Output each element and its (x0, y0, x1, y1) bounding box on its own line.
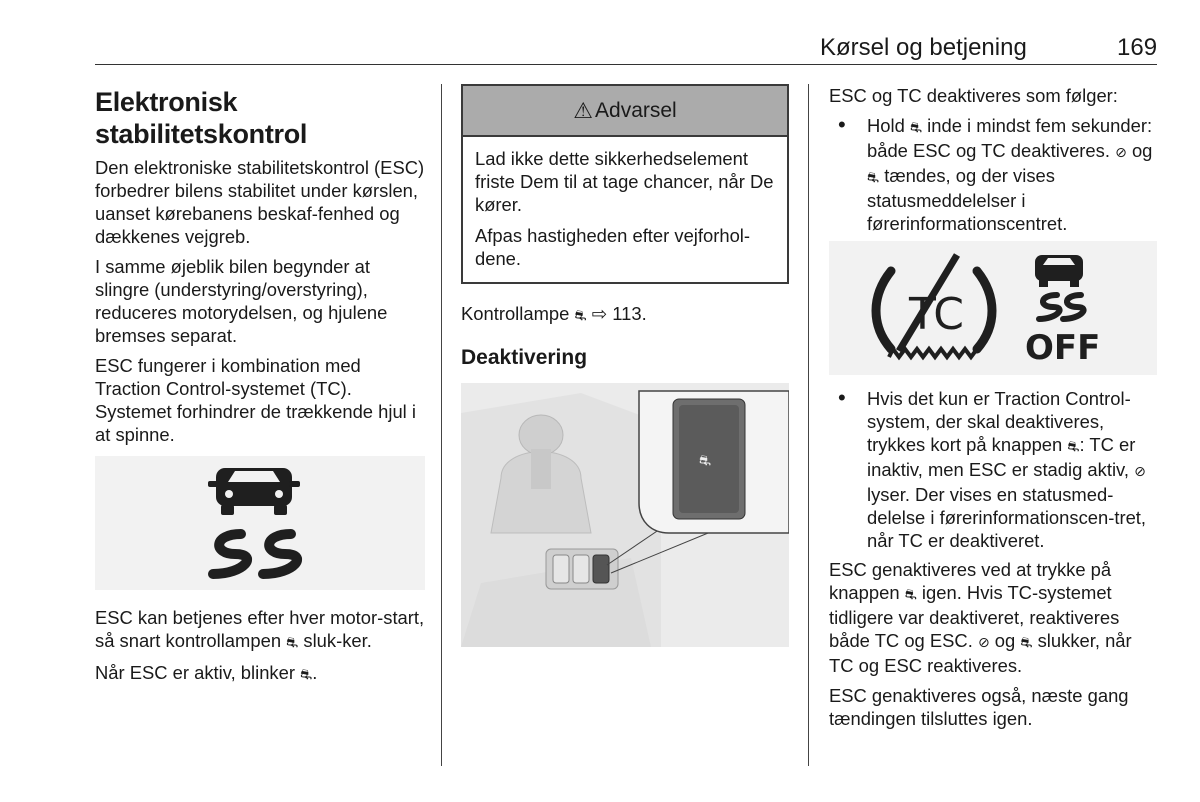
esc-indicator-icon: ⛐ (300, 666, 313, 682)
column-2 (461, 84, 789, 647)
bullet-list (829, 387, 1159, 552)
esc-indicator-icon: ⛐ (574, 307, 587, 323)
esc-off-icon: ⛐ (1020, 634, 1033, 650)
subheading-deaktivering: Deaktivering (461, 346, 588, 369)
tc-off-icon: ⊘ (1115, 144, 1127, 160)
tc-off-icon: ⊘ (977, 634, 990, 650)
warning-text: Afpas hastigheden efter vejforhol-dene. (475, 225, 751, 269)
warning-text: Lad ikke dette sikkerhedselement friste Dem til at tage chancer, når De kører. (475, 148, 774, 215)
tc-off-and-esc-off-icons (829, 241, 1157, 375)
list-item: • Hold ⛐ inde i mindst fem sekunder: både ESC og TC deaktiveres. ⊘ og ⛐ tændes, og der vises statusmeddelelser i førerinformationscentret. (829, 114, 1159, 235)
paragraph: ESC fungerer i kombination med Traction Control-systemet (TC). Systemet forhindrer de trækkende hjul i at spinne. (95, 355, 416, 445)
page-number: 169 (1117, 34, 1158, 61)
paragraph: ESC genaktiveres også, næste gang tændingen tilsluttes igen. (829, 685, 1129, 729)
paragraph: ESC og TC deaktiveres som følger: (829, 85, 1118, 106)
paragraph: ESC genaktiveres ved at trykke på knappen ⛐ igen. Hvis TC-systemet tidligere var deaktiveret, reaktiveres både TC og ESC. ⊘ og ⛐ slukker, når TC og ESC reaktiveres. (829, 559, 1132, 676)
cross-reference: Kontrollampe ⛐ ⇨ 113. (461, 303, 647, 324)
running-header-title: Kørsel og betjening (820, 34, 1027, 61)
esc-button-icon: ⛐ (1067, 438, 1080, 454)
paragraph: ESC kan betjenes efter hver motor-start, så snart kontrollampen ⛐ sluk-ker. (95, 607, 425, 651)
tc-label: TC (909, 289, 965, 340)
tc-off-esc-off-figure (829, 241, 1157, 375)
esc-indicator-icon: ⛐ (286, 634, 299, 650)
column-divider-2 (808, 84, 809, 766)
esc-off-icon: ⛐ (867, 169, 880, 185)
section-heading: Elektronisk stabilitetskontrol (95, 87, 308, 149)
center-console-photo (461, 383, 789, 647)
list-item: • Hvis det kun er Traction Control-system, der skal deaktiveres, trykkes kort på knappen ⛐: TC er inaktiv, men ESC er stadig aktiv, ⊘ lyser. Der vises en statusmed-delelse i førerinformationscen-tret, når TC er deaktiveret. (829, 387, 1159, 552)
paragraph: I samme øjeblik bilen begynder at slingre (understyring/overstyring), reduceres motorydelsen, og hjulene bremses separat. (95, 256, 388, 346)
esc-skid-car-icon (95, 456, 425, 590)
center-console-illustration (461, 383, 789, 647)
esc-symbol-figure (95, 456, 425, 590)
warning-title: Advarsel (595, 99, 677, 122)
esc-button-icon: ⛐ (909, 119, 923, 135)
paragraph: Når ESC er aktiv, blinker ⛐. (95, 662, 318, 683)
warning-box (461, 84, 789, 284)
page-ref-arrow-icon: ⇨ (591, 303, 608, 324)
off-label: OFF (1025, 328, 1101, 368)
page-link[interactable]: 113. (612, 303, 647, 324)
header-rule (95, 64, 1157, 65)
warning-triangle-icon: ⚠ (573, 98, 594, 123)
bullet-list (829, 114, 1159, 235)
svg-text:⛐: ⛐ (699, 453, 712, 469)
warning-header (463, 86, 787, 137)
paragraph: Den elektroniske stabilitetskontrol (ESC) forbedrer bilens stabilitet under kørslen, uanset kørebanens beskaf-fenhed og dækkenes vejgreb. (95, 157, 425, 247)
esc-button-icon: ⛐ (904, 586, 917, 602)
column-3 (829, 84, 1159, 737)
column-divider-1 (441, 84, 442, 766)
warning-body (463, 137, 787, 282)
column-1 (95, 86, 427, 693)
tc-off-icon: ⊘ (1134, 463, 1146, 479)
